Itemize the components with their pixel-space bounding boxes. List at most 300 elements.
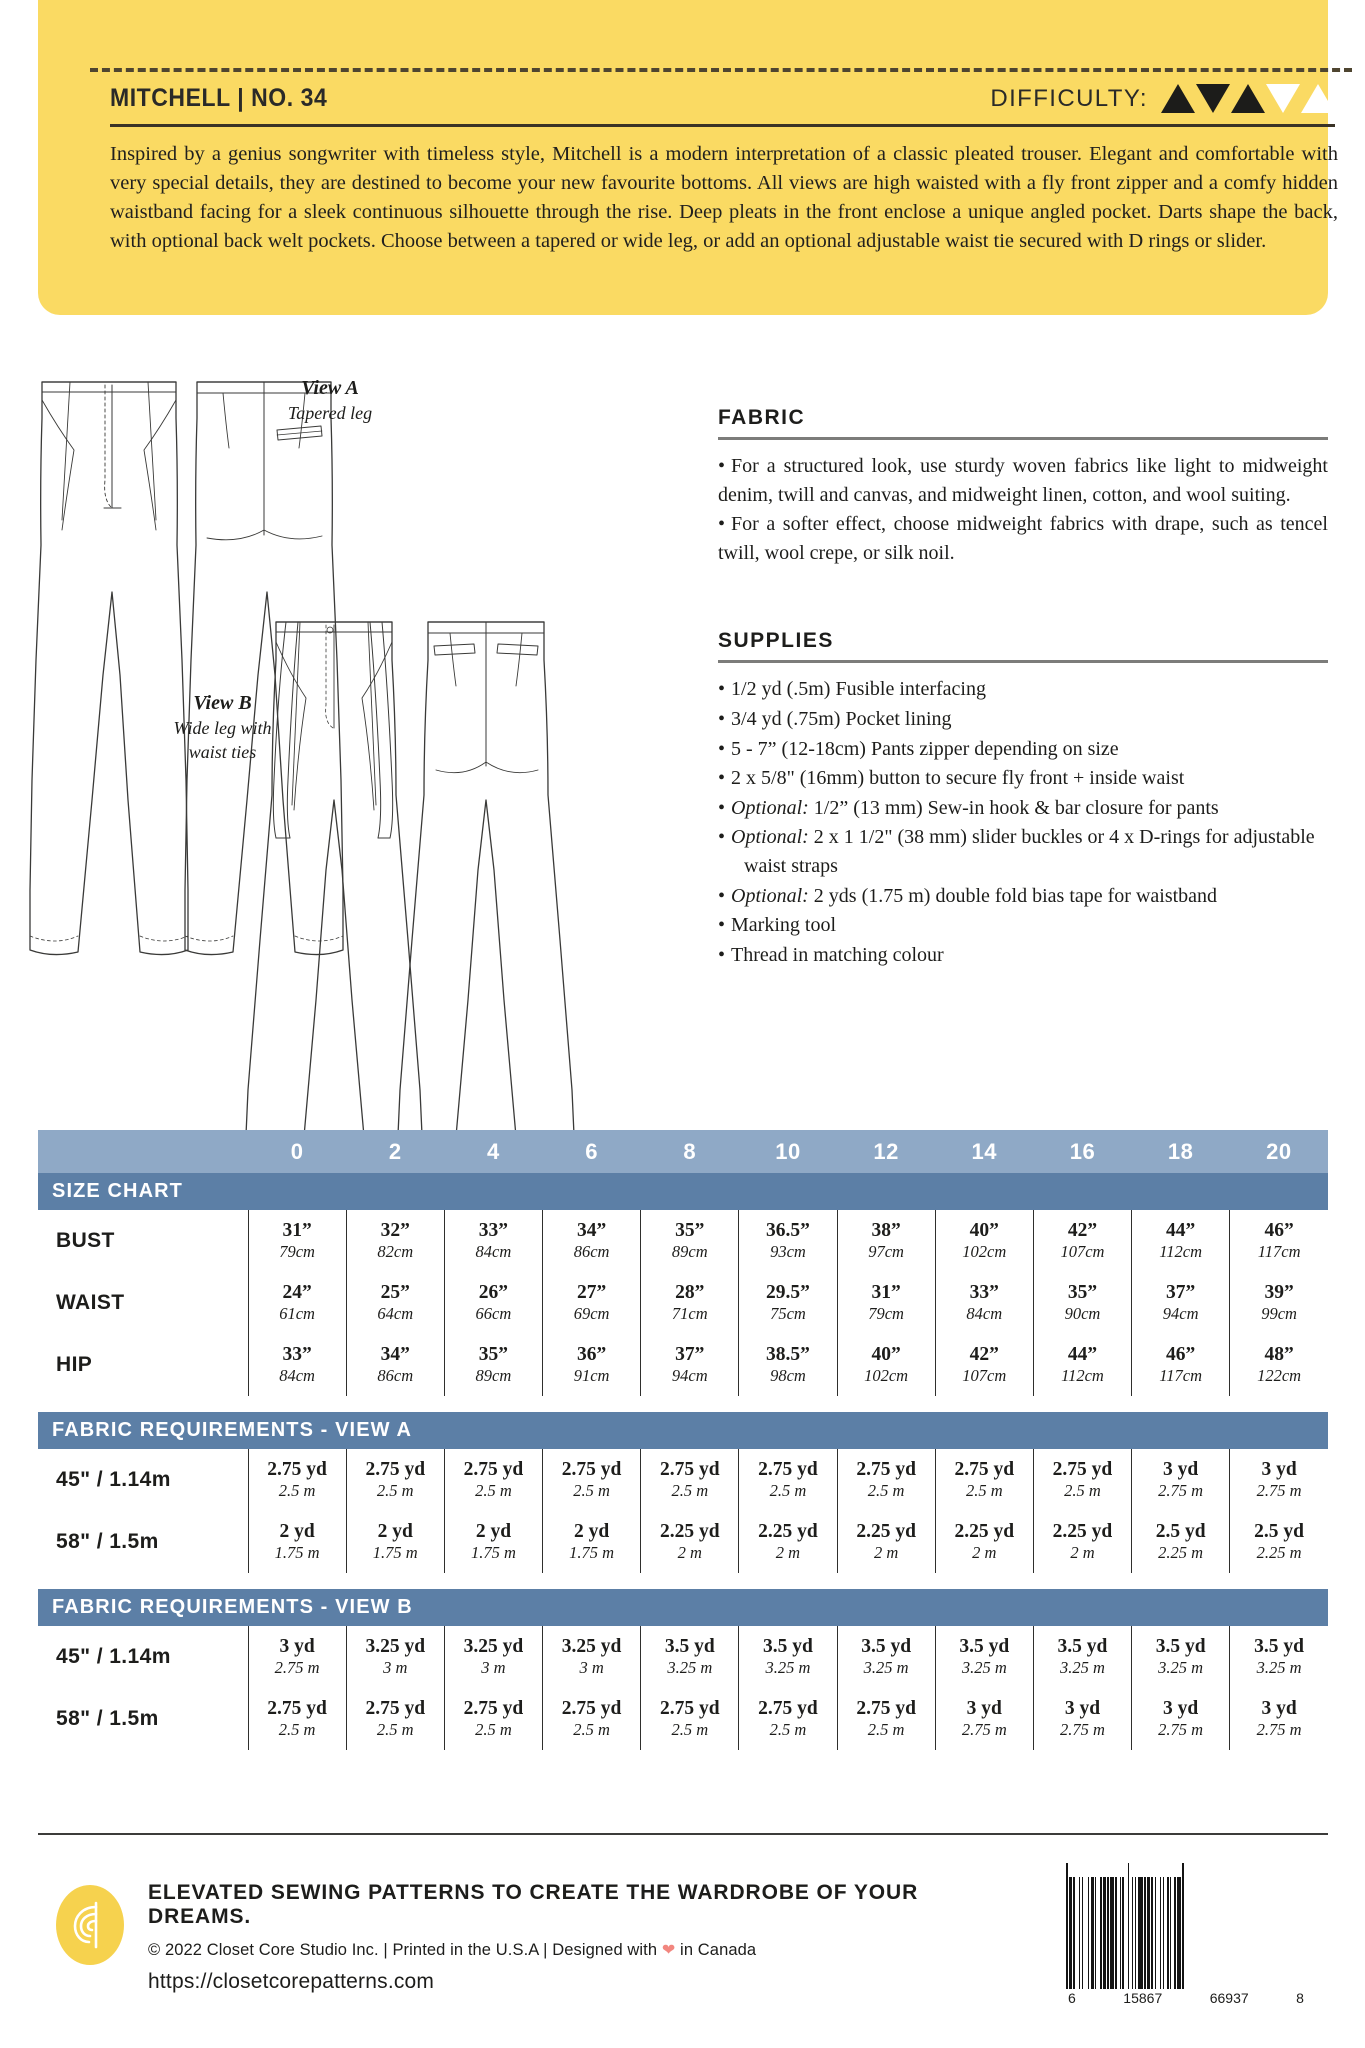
size-header-spacer xyxy=(38,1130,248,1173)
value-imperial: 48” xyxy=(1264,1344,1294,1365)
value-imperial: 42” xyxy=(1067,1220,1098,1241)
value-imperial: 3 yd xyxy=(1064,1698,1101,1719)
value-metric: 2.5 m xyxy=(278,1481,316,1500)
table-cell xyxy=(248,1688,346,1750)
table-cell xyxy=(641,1272,739,1334)
table-cell xyxy=(739,1449,837,1511)
supply-item-text: 1/2 yd (.5m) Fusible interfacing xyxy=(731,678,986,701)
spacer-cell xyxy=(38,1573,1328,1589)
size-chart-band xyxy=(38,1173,1328,1210)
table-cell xyxy=(935,1688,1033,1750)
value-metric: 94cm xyxy=(671,1366,708,1385)
table-cell xyxy=(739,1334,837,1396)
table-cell xyxy=(543,1210,641,1272)
size-header-cell: 6 xyxy=(543,1130,641,1173)
footer-divider xyxy=(38,1833,1328,1835)
bullet-icon: • xyxy=(718,513,726,536)
value-imperial: 35” xyxy=(675,1220,705,1241)
value-imperial: 42” xyxy=(969,1344,999,1365)
value-metric: 84cm xyxy=(279,1366,315,1385)
list-item xyxy=(718,941,1328,970)
size-header-cell: 20 xyxy=(1230,1130,1328,1173)
value-imperial: 3.25 yd xyxy=(561,1636,622,1657)
value-imperial: 38.5” xyxy=(766,1344,810,1365)
table-cell xyxy=(1230,1210,1328,1272)
value-metric: 107cm xyxy=(1060,1242,1105,1261)
value-metric: 3.25 m xyxy=(863,1658,909,1677)
fabric-item-text: For a structured look, use sturdy woven fabrics like light to midweight denim, twill and canvas, and midweight linen, cotton, and wool suiting. xyxy=(718,455,1328,506)
bullet-icon: • xyxy=(718,737,726,760)
list-item xyxy=(718,510,1328,567)
table-cell xyxy=(444,1334,542,1396)
value-imperial: 2 yd xyxy=(475,1521,512,1542)
value-imperial: 37” xyxy=(1166,1282,1196,1303)
table-row xyxy=(38,1688,1328,1750)
value-metric: 2.5 m xyxy=(475,1720,512,1739)
supply-item-text: 2 x 5/8" (16mm) button to secure fly front + inside waist xyxy=(731,767,1185,790)
section-band-label: SIZE CHART xyxy=(38,1173,1328,1210)
value-imperial: 44” xyxy=(1067,1344,1098,1365)
value-imperial: 31” xyxy=(282,1220,312,1241)
bullet-icon: • xyxy=(718,767,726,790)
table-cell xyxy=(444,1210,542,1272)
value-metric: 2.5 m xyxy=(278,1720,316,1739)
value-metric: 66cm xyxy=(475,1304,512,1323)
value-metric: 2 m xyxy=(775,1543,801,1562)
size-header-cell: 14 xyxy=(935,1130,1033,1173)
value-imperial: 44” xyxy=(1166,1220,1196,1241)
value-imperial: 2.25 yd xyxy=(856,1521,916,1542)
value-metric: 2.5 m xyxy=(376,1720,414,1739)
barcode-bars xyxy=(1066,1863,1306,1989)
value-metric: 112cm xyxy=(1159,1242,1203,1261)
pattern-description: Inspired by a genius songwriter with timeless style, Mitchell is a modern interpretation of a classic pleated trouser. Elegant and comfortable with very special details, they are destined to become your new favourite bottoms. All views are high waisted with a fly front zipper and a comfy hidden waistband facing for a sleek continuous silhouette through the rise. Deep pleats in the front enclose a unique angled pocket. Darts shape the back, with optional back welt pockets. Choose between a tapered or wide leg, or add an optional adjustable waist tie secured with D rings or slider. xyxy=(110,143,1338,253)
table-cell xyxy=(1132,1210,1230,1272)
table-cell xyxy=(641,1511,739,1573)
size-header-cell: 8 xyxy=(641,1130,739,1173)
size-header-cell: 16 xyxy=(1033,1130,1131,1173)
value-imperial: 35” xyxy=(478,1344,509,1365)
table-cell xyxy=(248,1626,346,1688)
table-cell xyxy=(1033,1511,1131,1573)
value-imperial: 2.75 yd xyxy=(659,1698,720,1719)
value-metric: 1.75 m xyxy=(372,1543,418,1562)
list-item xyxy=(718,735,1328,764)
table-cell xyxy=(1033,1334,1131,1396)
value-metric: 2 m xyxy=(873,1543,899,1562)
value-metric: 2.25 m xyxy=(1158,1543,1204,1562)
value-metric: 2 m xyxy=(972,1543,997,1562)
table-cell xyxy=(1230,1334,1328,1396)
page-title: MITCHELL | NO. 34 xyxy=(110,84,328,112)
value-metric: 71cm xyxy=(671,1304,708,1323)
value-imperial: 32” xyxy=(380,1220,410,1241)
value-metric: 102cm xyxy=(864,1366,909,1385)
value-imperial: 33” xyxy=(478,1220,509,1241)
table-cell xyxy=(1132,1511,1230,1573)
table-cell xyxy=(641,1449,739,1511)
value-metric: 2.5 m xyxy=(769,1720,807,1739)
list-item xyxy=(718,882,1328,911)
value-metric: 2.75 m xyxy=(274,1658,320,1677)
row-label: 45" / 1.14m xyxy=(56,1468,171,1491)
value-imperial: 2.25 yd xyxy=(758,1521,818,1542)
value-metric: 94cm xyxy=(1162,1304,1199,1323)
table-cell xyxy=(641,1688,739,1750)
table-cell xyxy=(837,1272,935,1334)
value-metric: 2.5 m xyxy=(867,1720,905,1739)
size-header-cell: 2 xyxy=(346,1130,444,1173)
row-label: 45" / 1.14m xyxy=(56,1645,171,1668)
table-cell xyxy=(444,1626,542,1688)
value-metric: 2.75 m xyxy=(1256,1720,1302,1739)
table-cell xyxy=(346,1511,444,1573)
value-metric: 99cm xyxy=(1261,1304,1297,1323)
value-metric: 61cm xyxy=(279,1304,315,1323)
table-cell xyxy=(1230,1511,1328,1573)
table-cell xyxy=(1132,1626,1230,1688)
measurement-tables xyxy=(38,1130,1328,1750)
fabric-heading: FABRIC xyxy=(718,406,806,429)
value-imperial: 37” xyxy=(675,1344,705,1365)
value-metric: 82cm xyxy=(377,1242,414,1261)
triangle-up-filled-icon xyxy=(1231,84,1265,113)
view-a-title: View A xyxy=(301,377,359,399)
table-cell xyxy=(543,1626,641,1688)
table-cell xyxy=(1230,1688,1328,1750)
supply-item-text: Marking tool xyxy=(731,914,837,937)
supply-item-optional-prefix: Optional: xyxy=(731,796,809,819)
value-metric: 107cm xyxy=(962,1366,1007,1385)
value-metric: 3.25 m xyxy=(1256,1658,1302,1677)
view-b-title: View B xyxy=(193,692,252,714)
value-imperial: 2.75 yd xyxy=(463,1698,524,1719)
value-imperial: 31” xyxy=(871,1282,901,1303)
website-url[interactable]: https://closetcorepatterns.com xyxy=(148,1970,435,1993)
value-metric: 2.75 m xyxy=(961,1720,1007,1739)
table-cell xyxy=(1132,1688,1230,1750)
size-header-cell: 18 xyxy=(1132,1130,1230,1173)
view-a-back-illustration xyxy=(185,382,343,955)
copyright-suffix: in Canada xyxy=(680,1941,757,1959)
brand-logo xyxy=(56,1885,124,1965)
value-metric: 93cm xyxy=(770,1242,806,1261)
fabric-section xyxy=(718,406,1328,567)
footer-text-block xyxy=(148,1881,968,1994)
table-cell xyxy=(1033,1688,1131,1750)
value-imperial: 34” xyxy=(576,1220,607,1241)
header-panel xyxy=(38,0,1338,315)
table-cell xyxy=(739,1688,837,1750)
bullet-icon: • xyxy=(718,707,726,730)
value-metric: 2.5 m xyxy=(1064,1481,1101,1500)
value-metric: 2.5 m xyxy=(671,1481,709,1500)
value-metric: 1.75 m xyxy=(569,1543,615,1562)
view-a-subtitle: Tapered leg xyxy=(287,402,373,423)
table-cell xyxy=(346,1449,444,1511)
value-imperial: 26” xyxy=(478,1282,509,1303)
value-imperial: 25” xyxy=(380,1282,410,1303)
header-divider xyxy=(110,124,1335,127)
supply-item-text: 2 x 1 1/2" (38 mm) slider buckles or 4 x D-rings for adjustable waist straps xyxy=(744,826,1315,877)
size-header-cell: 12 xyxy=(837,1130,935,1173)
value-metric: 102cm xyxy=(962,1242,1007,1261)
table-cell xyxy=(935,1272,1033,1334)
value-imperial: 2.75 yd xyxy=(365,1698,426,1719)
triangle-down-empty-icon xyxy=(1266,84,1300,113)
value-metric: 117cm xyxy=(1159,1366,1203,1385)
value-imperial: 3 yd xyxy=(1163,1698,1199,1719)
value-imperial: 2 yd xyxy=(279,1521,315,1542)
value-imperial: 2.75 yd xyxy=(758,1698,818,1719)
value-imperial: 29.5” xyxy=(766,1282,810,1303)
table-cell xyxy=(837,1334,935,1396)
value-imperial: 36.5” xyxy=(766,1220,810,1241)
value-imperial: 39” xyxy=(1264,1282,1294,1303)
value-metric: 2 m xyxy=(1070,1543,1095,1562)
value-metric: 64cm xyxy=(377,1304,414,1323)
value-metric: 90cm xyxy=(1064,1304,1101,1323)
row-label: 58" / 1.5m xyxy=(56,1707,159,1730)
value-metric: 2.75 m xyxy=(1256,1481,1302,1500)
value-imperial: 34” xyxy=(380,1344,410,1365)
table-cell xyxy=(543,1272,641,1334)
table-row xyxy=(38,1626,1328,1688)
info-column xyxy=(718,406,1328,970)
value-metric: 89cm xyxy=(671,1242,708,1261)
list-item xyxy=(718,911,1328,940)
value-imperial: 3.5 yd xyxy=(664,1636,715,1657)
value-imperial: 3.5 yd xyxy=(763,1636,813,1657)
value-metric: 3 m xyxy=(481,1658,506,1677)
row-label: WAIST xyxy=(56,1291,125,1314)
value-imperial: 46” xyxy=(1166,1344,1196,1365)
value-metric: 2.5 m xyxy=(867,1481,905,1500)
technical-drawings xyxy=(0,330,700,1160)
view-b-subtitle: Wide leg with waist ties xyxy=(173,717,272,762)
value-metric: 79cm xyxy=(868,1304,904,1323)
value-imperial: 33” xyxy=(282,1344,312,1365)
value-metric: 3 m xyxy=(579,1658,604,1677)
value-metric: 2.5 m xyxy=(573,1481,610,1500)
value-imperial: 2.75 yd xyxy=(659,1459,720,1480)
triangle-up-empty-icon xyxy=(1301,84,1335,113)
copyright-line xyxy=(148,1940,968,1960)
table-cell xyxy=(248,1511,346,1573)
value-imperial: 2.75 yd xyxy=(561,1698,622,1719)
table-cell xyxy=(1230,1449,1328,1511)
table-row xyxy=(38,1272,1328,1334)
table-cell xyxy=(543,1334,641,1396)
difficulty-indicator xyxy=(990,84,1335,113)
line-drawing-illustrations xyxy=(0,330,700,1160)
value-metric: 86cm xyxy=(573,1242,610,1261)
table-cell xyxy=(346,1210,444,1272)
value-metric: 2.5 m xyxy=(475,1481,512,1500)
header-title-row xyxy=(110,84,1335,113)
table-cell xyxy=(739,1511,837,1573)
value-metric: 2.5 m xyxy=(671,1720,709,1739)
barcode-digits xyxy=(1066,1990,1306,2006)
value-metric: 3.25 m xyxy=(1060,1658,1105,1677)
table-cell xyxy=(444,1449,542,1511)
table-cell xyxy=(739,1272,837,1334)
barcode-bar xyxy=(1184,1863,1185,1989)
copyright-text: © 2022 Closet Core Studio Inc. | Printed in the U.S.A | Designed with xyxy=(148,1941,658,1959)
value-metric: 84cm xyxy=(966,1304,1003,1323)
triangle-down-filled-icon xyxy=(1196,84,1230,113)
view-b-back-illustration xyxy=(396,622,576,1160)
table-cell xyxy=(1230,1272,1328,1334)
brand-tagline: ELEVATED SEWING PATTERNS TO CREATE THE WARDROBE OF YOUR DREAMS. xyxy=(148,1881,919,1928)
bullet-icon: • xyxy=(718,678,726,701)
supply-item-optional-prefix: Optional: xyxy=(731,826,809,849)
supplies-section xyxy=(718,629,1328,969)
supply-item-text: Thread in matching colour xyxy=(731,943,944,966)
table-cell xyxy=(543,1449,641,1511)
fabric-view-a-band xyxy=(38,1412,1328,1449)
size-header-row xyxy=(38,1130,1328,1173)
value-imperial: 2.75 yd xyxy=(856,1459,916,1480)
supply-item-optional-prefix: Optional: xyxy=(731,884,809,907)
value-metric: 3 m xyxy=(383,1658,408,1677)
barcode-digit: 15867 xyxy=(1123,1990,1163,2006)
table-cell xyxy=(1132,1334,1230,1396)
fabric-view-b-band xyxy=(38,1589,1328,1626)
value-metric: 2.5 m xyxy=(965,1481,1003,1500)
table-row xyxy=(38,1511,1328,1573)
barcode-digit: 66937 xyxy=(1209,1990,1249,2006)
barcode xyxy=(1066,1863,1306,2013)
table-cell xyxy=(543,1511,641,1573)
table-cell xyxy=(935,1449,1033,1511)
value-imperial: 3 yd xyxy=(966,1698,1002,1719)
value-imperial: 2.25 yd xyxy=(1052,1521,1113,1542)
value-imperial: 27” xyxy=(576,1282,607,1303)
value-imperial: 2.75 yd xyxy=(758,1459,818,1480)
value-metric: 97cm xyxy=(868,1242,904,1261)
value-metric: 69cm xyxy=(573,1304,610,1323)
value-metric: 84cm xyxy=(475,1242,512,1261)
table-cell xyxy=(935,1626,1033,1688)
table-cell xyxy=(346,1272,444,1334)
supplies-divider xyxy=(718,660,1328,663)
table-cell xyxy=(346,1626,444,1688)
table-cell xyxy=(1132,1449,1230,1511)
table-spacer xyxy=(38,1573,1328,1589)
value-metric: 2.5 m xyxy=(573,1720,610,1739)
value-imperial: 2.75 yd xyxy=(365,1459,426,1480)
value-imperial: 3 yd xyxy=(1261,1459,1297,1480)
row-label: 58" / 1.5m xyxy=(56,1530,159,1553)
table-cell xyxy=(248,1449,346,1511)
supplies-heading: SUPPLIES xyxy=(718,629,834,653)
value-imperial: 2.75 yd xyxy=(856,1698,916,1719)
value-metric: 2.5 m xyxy=(376,1481,414,1500)
table-cell xyxy=(1033,1272,1131,1334)
value-imperial: 2.75 yd xyxy=(561,1459,622,1480)
bullet-icon: • xyxy=(718,826,726,849)
value-metric: 75cm xyxy=(770,1304,806,1323)
value-imperial: 40” xyxy=(969,1220,999,1241)
row-label: HIP xyxy=(56,1353,93,1376)
value-metric: 79cm xyxy=(279,1242,315,1261)
barcode-digit: 8 xyxy=(1296,1990,1304,2006)
value-imperial: 2.25 yd xyxy=(954,1521,1015,1542)
value-metric: 89cm xyxy=(475,1366,512,1385)
table-cell xyxy=(837,1688,935,1750)
value-imperial: 3.5 yd xyxy=(959,1636,1010,1657)
bullet-icon: • xyxy=(718,943,726,966)
table-cell xyxy=(837,1210,935,1272)
view-b-label xyxy=(155,690,290,764)
table-cell xyxy=(641,1626,739,1688)
table-cell xyxy=(248,1272,346,1334)
value-imperial: 3.5 yd xyxy=(1057,1636,1108,1657)
value-imperial: 2.25 yd xyxy=(659,1521,720,1542)
bullet-icon: • xyxy=(718,884,726,907)
value-metric: 117cm xyxy=(1257,1242,1301,1261)
value-metric: 3.25 m xyxy=(667,1658,713,1677)
value-imperial: 38” xyxy=(871,1220,901,1241)
value-metric: 3.25 m xyxy=(961,1658,1007,1677)
value-imperial: 3.5 yd xyxy=(861,1636,912,1657)
list-item xyxy=(718,794,1328,823)
size-header-cell: 4 xyxy=(444,1130,542,1173)
value-imperial: 3 yd xyxy=(1163,1459,1199,1480)
value-imperial: 40” xyxy=(871,1344,901,1365)
value-imperial: 2 yd xyxy=(377,1521,413,1542)
supply-item-text: 5 - 7” (12-18cm) Pants zipper depending on size xyxy=(731,737,1119,760)
size-header-cell: 0 xyxy=(248,1130,346,1173)
value-imperial: 2.5 yd xyxy=(1155,1521,1206,1542)
view-a-front-illustration xyxy=(30,382,188,955)
dashed-cut-line xyxy=(90,68,1352,72)
value-metric: 91cm xyxy=(573,1366,610,1385)
table-cell xyxy=(543,1688,641,1750)
value-metric: 2 m xyxy=(677,1543,702,1562)
value-imperial: 3.25 yd xyxy=(463,1636,524,1657)
value-imperial: 3.5 yd xyxy=(1155,1636,1206,1657)
value-imperial: 46” xyxy=(1264,1220,1294,1241)
barcode-digit: 6 xyxy=(1068,1990,1076,2006)
value-imperial: 2 yd xyxy=(573,1521,610,1542)
table-row xyxy=(38,1334,1328,1396)
closet-core-logo-icon xyxy=(70,1899,110,1951)
table-cell xyxy=(837,1511,935,1573)
value-imperial: 35” xyxy=(1067,1282,1098,1303)
list-item xyxy=(718,705,1328,734)
list-item xyxy=(718,452,1328,509)
table-cell xyxy=(248,1210,346,1272)
value-imperial: 2.75 yd xyxy=(463,1459,524,1480)
table-row xyxy=(38,1449,1328,1511)
table-cell xyxy=(346,1334,444,1396)
table-cell xyxy=(935,1511,1033,1573)
table-cell xyxy=(641,1334,739,1396)
supply-item-text: 3/4 yd (.75m) Pocket lining xyxy=(731,707,952,730)
size-and-requirements-table xyxy=(38,1130,1328,1750)
list-item xyxy=(718,675,1328,704)
table-cell xyxy=(935,1210,1033,1272)
value-imperial: 3.5 yd xyxy=(1254,1636,1305,1657)
value-imperial: 2.75 yd xyxy=(267,1698,327,1719)
value-metric: 86cm xyxy=(377,1366,414,1385)
section-band-label: FABRIC REQUIREMENTS - VIEW B xyxy=(38,1589,1328,1626)
table-cell xyxy=(739,1626,837,1688)
value-imperial: 28” xyxy=(675,1282,705,1303)
table-cell xyxy=(444,1511,542,1573)
